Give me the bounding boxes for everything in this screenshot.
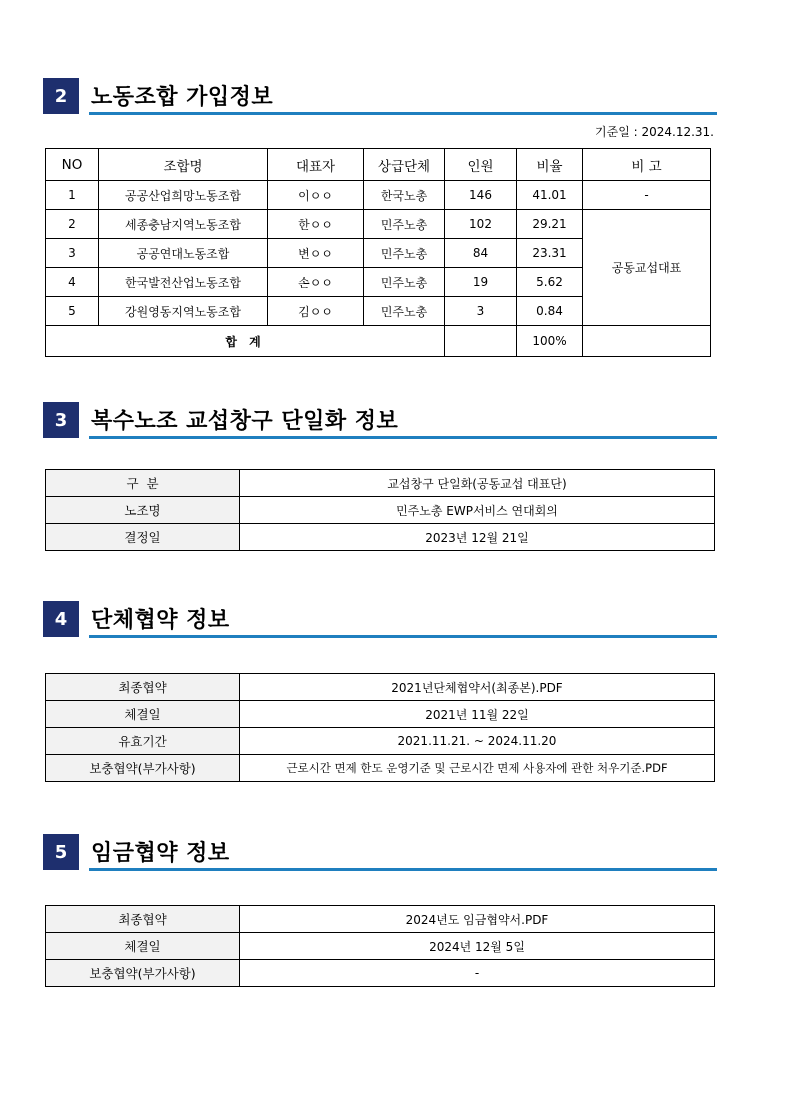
table-row [46,701,715,728]
cell-representative: 이ㅇㅇ [268,181,364,210]
row-value: 2021년 11월 22일 [240,701,715,728]
col-header-note: 비 고 [583,149,711,181]
table-row [46,210,711,239]
cell-no: 3 [46,239,99,268]
row-value: 근로시간 면제 한도 운영기준 및 근로시간 면제 사용자에 관한 처우기준.PDF [240,755,715,782]
cell-parent-org: 한국노총 [364,181,445,210]
reference-date: 기준일 : 2024.12.31. [595,125,714,139]
cell-parent-org: 민주노총 [364,210,445,239]
row-label: 노조명 [46,497,240,524]
cell-union-name: 공공연대노동조합 [99,239,268,268]
section-5-header [43,834,717,870]
cell-representative: 변ㅇㅇ [268,239,364,268]
row-label: 보충협약(부가사항) [46,755,240,782]
cell-members: 19 [445,268,517,297]
cell-representative: 손ㅇㅇ [268,268,364,297]
row-label: 구 분 [46,470,240,497]
row-label: 결정일 [46,524,240,551]
cell-no: 2 [46,210,99,239]
section-divider [89,436,717,439]
row-value: 2024년 12월 5일 [240,933,715,960]
cell-ratio: 41.01 [517,181,583,210]
table-row [46,497,715,524]
cell-ratio: 29.21 [517,210,583,239]
collective-agreement-table [45,673,715,782]
table-row [46,906,715,933]
wage-agreement-table [45,905,715,987]
cell-ratio: 0.84 [517,297,583,326]
cell-union-name: 공공산업희망노동조합 [99,181,268,210]
cell-members: 84 [445,239,517,268]
row-value: 민주노총 EWP서비스 연대회의 [240,497,715,524]
table-row [46,470,715,497]
cell-representative: 한ㅇㅇ [268,210,364,239]
table-row [46,524,715,551]
cell-ratio: 5.62 [517,268,583,297]
table-row [46,181,711,210]
col-header-representative: 대표자 [268,149,364,181]
cell-members: 146 [445,181,517,210]
cell-members: 3 [445,297,517,326]
cell-parent-org: 민주노총 [364,239,445,268]
total-label: 합 계 [46,326,445,357]
cell-members: 102 [445,210,517,239]
row-value: - [240,960,715,987]
row-value: 2024년도 임금협약서.PDF [240,906,715,933]
col-header-no: NO [46,149,99,181]
section-3-header [43,402,717,438]
total-members [445,326,517,357]
cell-joint-bargaining-note: 공동교섭대표 [583,210,711,326]
col-header-ratio: 비율 [517,149,583,181]
section-number: 4 [43,601,79,637]
section-number: 2 [43,78,79,114]
total-ratio: 100% [517,326,583,357]
section-title: 단체협약 정보 [91,608,230,633]
cell-parent-org: 민주노총 [364,297,445,326]
row-label: 최종협약 [46,906,240,933]
cell-ratio: 23.31 [517,239,583,268]
table-row [46,674,715,701]
bargaining-unification-table [45,469,715,551]
total-row [46,326,711,357]
cell-union-name: 한국발전산업노동조합 [99,268,268,297]
cell-no: 1 [46,181,99,210]
union-membership-table [45,148,711,357]
section-divider [89,112,717,115]
table-header-row [46,149,711,181]
section-title: 임금협약 정보 [91,841,230,866]
row-label: 보충협약(부가사항) [46,960,240,987]
row-label: 최종협약 [46,674,240,701]
total-note [583,326,711,357]
cell-union-name: 강원영동지역노동조합 [99,297,268,326]
row-label: 체결일 [46,933,240,960]
cell-parent-org: 민주노총 [364,268,445,297]
section-title: 복수노조 교섭창구 단일화 정보 [91,409,399,434]
section-4-header [43,601,717,637]
table-row [46,933,715,960]
row-value: 교섭창구 단일화(공동교섭 대표단) [240,470,715,497]
section-number: 3 [43,402,79,438]
row-label: 체결일 [46,701,240,728]
row-value: 2021년단체협약서(최종본).PDF [240,674,715,701]
cell-representative: 김ㅇㅇ [268,297,364,326]
section-divider [89,868,717,871]
cell-note: - [583,181,711,210]
row-value: 2023년 12월 21일 [240,524,715,551]
section-2-header [43,78,717,114]
cell-union-name: 세종충남지역노동조합 [99,210,268,239]
cell-no: 5 [46,297,99,326]
col-header-parent-org: 상급단체 [364,149,445,181]
section-divider [89,635,717,638]
section-title: 노동조합 가입정보 [91,85,274,110]
table-row [46,960,715,987]
col-header-members: 인원 [445,149,517,181]
cell-no: 4 [46,268,99,297]
row-label: 유효기간 [46,728,240,755]
col-header-union-name: 조합명 [99,149,268,181]
table-row [46,728,715,755]
row-value: 2021.11.21. ~ 2024.11.20 [240,728,715,755]
table-row [46,755,715,782]
section-number: 5 [43,834,79,870]
